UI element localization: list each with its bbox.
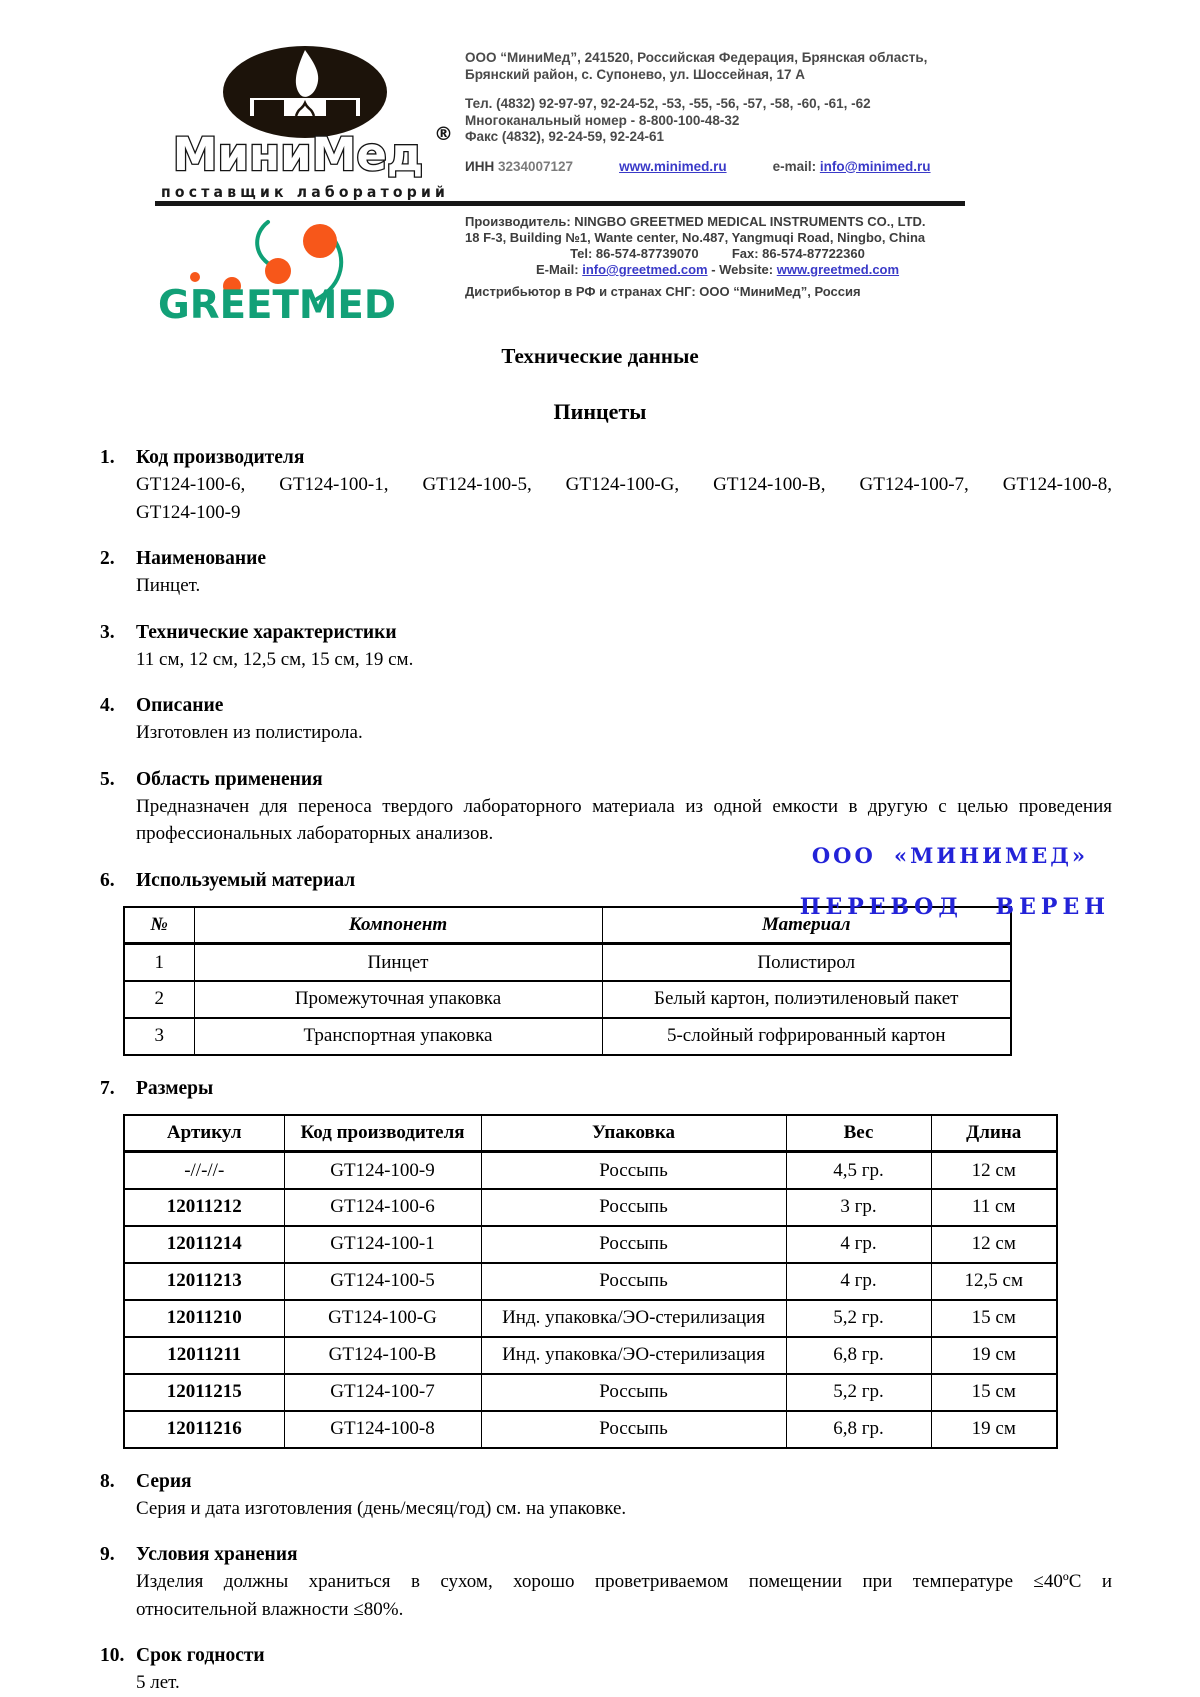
table-row <box>124 1300 1057 1337</box>
section-name <box>100 545 1112 600</box>
cell-weight: 5,2 гр. <box>786 1300 931 1337</box>
greetmed-dot-large <box>303 224 337 258</box>
materials-table <box>123 906 1012 1056</box>
section-title: Условия хранения <box>136 1544 298 1565</box>
section-shelf-life <box>100 1642 1112 1697</box>
section-number: 10. <box>100 1645 125 1666</box>
cell-packaging: Россыпь <box>481 1411 786 1448</box>
section-materials <box>100 842 1112 1056</box>
minimed-logo-graphic <box>150 42 460 210</box>
section-series <box>100 1468 1112 1523</box>
registered-mark: ® <box>434 123 453 145</box>
sizes-table-header-row <box>124 1115 1057 1152</box>
cell-code: GT124-100-6 <box>284 1189 481 1226</box>
table-row <box>124 1411 1057 1448</box>
cell-packaging: Инд. упаковка/ЭО-стерилизация <box>481 1300 786 1337</box>
company-address-line1: ООО “МиниМед”, 241520, Российская Федерация, Брянская область, <box>465 50 928 65</box>
section-number: 8. <box>100 1470 115 1492</box>
cell-code: GT124-100-1 <box>284 1226 481 1263</box>
cell-length: 11 см <box>931 1189 1057 1226</box>
producer-email-label: E-Mail: <box>535 262 579 277</box>
greetmed-logo-graphic <box>148 210 403 330</box>
series-text: Серия и дата изготовления (день/месяц/год) см. на упаковке. <box>136 1497 627 1519</box>
table-row <box>124 1152 1057 1189</box>
cell-article: 12011214 <box>124 1226 284 1263</box>
cell-weight: 6,8 гр. <box>786 1337 931 1374</box>
cell-material: Полистирол <box>602 944 1011 981</box>
cell-packaging: Россыпь <box>481 1189 786 1226</box>
cell-article: 12011211 <box>124 1337 284 1374</box>
cell-article: 12011212 <box>124 1189 284 1226</box>
cell-article: 12011210 <box>124 1300 284 1337</box>
materials-col-number: № <box>124 907 194 944</box>
brand-tagline: поставщик лабораторий <box>161 183 449 201</box>
materials-col-material: Материал <box>602 907 1011 944</box>
cell-article: 12011213 <box>124 1263 284 1300</box>
shelf-life-text: 5 лет. <box>136 1672 180 1693</box>
section-number: 4. <box>100 695 115 716</box>
cell-weight: 4 гр. <box>786 1263 931 1300</box>
cell-material: Белый картон, полиэтиленовый пакет <box>602 981 1011 1018</box>
cell-weight: 3 гр. <box>786 1189 931 1226</box>
distributor-line: Дистрибьютор в РФ и странах СНГ: ООО “МиниМед”, Россия <box>465 284 861 299</box>
sizes-table <box>123 1114 1058 1449</box>
section-title: Серия <box>136 1470 192 1492</box>
section-number: 5. <box>100 768 115 790</box>
manufacturer-codes-line2: GT124-100-9 <box>136 501 241 523</box>
cell-weight: 5,2 гр. <box>786 1374 931 1411</box>
table-row <box>124 944 1011 981</box>
greetmed-dot-medium <box>265 258 291 284</box>
cell-code: GT124-100-G <box>284 1300 481 1337</box>
section-title: Используемый материал <box>136 869 356 891</box>
sizes-col-weight: Вес <box>786 1115 931 1152</box>
product-title: Пинцеты <box>553 399 647 424</box>
cell-packaging: Инд. упаковка/ЭО-стерилизация <box>481 1337 786 1374</box>
letterhead <box>0 0 1200 332</box>
company-info <box>465 50 970 175</box>
cell-packaging: Россыпь <box>481 1226 786 1263</box>
storage-text-line2: относительной влажности ≤80%. <box>136 1598 404 1620</box>
cell-material: 5-слойный гофрированный картон <box>602 1018 1011 1055</box>
section-number: 1. <box>100 447 115 468</box>
minimed-email-link[interactable]: info@minimed.ru <box>819 158 931 174</box>
sizes-col-packaging: Упаковка <box>481 1115 786 1152</box>
cell-article: 12011216 <box>124 1411 284 1448</box>
company-hotline: Многоканальный номер - 8-800-100-48-32 <box>465 112 740 128</box>
manufacturer-codes-line1: GT124-100-6, GT124-100-1, GT124-100-5, GT124-100-G, GT124-100-B, GT124-100-7, GT124-100-8, <box>136 474 1112 495</box>
section-number: 9. <box>100 1544 115 1565</box>
cell-component: Пинцет <box>194 944 602 981</box>
section-title: Размеры <box>136 1077 214 1099</box>
cell-article: 12011215 <box>124 1374 284 1411</box>
section-sizes <box>100 1075 1112 1449</box>
sizes-col-article: Артикул <box>124 1115 284 1152</box>
cell-number: 2 <box>124 981 194 1018</box>
cell-length: 12 см <box>931 1226 1057 1263</box>
cell-code: GT124-100-7 <box>284 1374 481 1411</box>
cell-length: 19 см <box>931 1337 1057 1374</box>
header-divider <box>155 201 965 206</box>
cell-number: 1 <box>124 944 194 981</box>
table-row <box>124 1263 1057 1300</box>
cell-weight: 4 гр. <box>786 1226 931 1263</box>
description-text: Изготовлен из полистирола. <box>136 722 363 743</box>
section-storage-conditions <box>100 1541 1112 1623</box>
cell-weight: 6,8 гр. <box>786 1411 931 1448</box>
cell-length: 15 см <box>931 1374 1057 1411</box>
greetmed-dot-tiny <box>190 272 200 282</box>
section-specifications <box>100 619 1112 674</box>
cell-code: GT124-100-8 <box>284 1411 481 1448</box>
section-number: 6. <box>100 869 115 891</box>
producer-address: 18 F-3, Building №1, Wante center, No.487, Yangmuqi Road, Ningbo, China <box>465 230 926 245</box>
cell-length: 15 см <box>931 1300 1057 1337</box>
section-application-area <box>100 766 1112 848</box>
company-phones: Тел. (4832) 92-97-97, 92-24-52, -53, -55, -56, -57, -58, -60, -61, -62 <box>465 96 871 111</box>
section-title: Срок годности <box>136 1645 265 1666</box>
section-number: 3. <box>100 621 115 643</box>
greetmed-wordmark: GREETMED <box>158 283 396 328</box>
greetmed-email-link[interactable]: info@greetmed.com <box>582 262 708 277</box>
brand-wordmark: МиниМед <box>172 128 424 181</box>
cell-article: -//-//- <box>124 1152 284 1189</box>
minimed-logo <box>150 42 460 215</box>
greetmed-logo <box>148 210 403 330</box>
page-title: Технические данные <box>501 344 699 368</box>
table-row <box>124 981 1011 1018</box>
company-fax: Факс (4832), 92-24-59, 92-24-61 <box>465 129 664 144</box>
greetmed-website-link[interactable]: www.greetmed.com <box>776 262 900 277</box>
sizes-col-length: Длина <box>931 1115 1057 1152</box>
table-row <box>124 1226 1057 1263</box>
cell-length: 12,5 см <box>931 1263 1057 1300</box>
section-title: Область применения <box>136 768 323 790</box>
product-name-text: Пинцет. <box>136 575 201 596</box>
cell-weight: 4,5 гр. <box>786 1152 931 1189</box>
cell-packaging: Россыпь <box>481 1374 786 1411</box>
inn-value: 3234007127 <box>497 158 574 174</box>
email-label: e-mail: <box>772 158 817 174</box>
producer-website-label: - Website: <box>711 262 774 277</box>
storage-text-line1: Изделия должны храниться в сухом, хорошо проветриваемом помещении при температуре ≤40ºС и <box>136 1571 1112 1592</box>
section-number: 7. <box>100 1077 115 1099</box>
materials-col-component: Компонент <box>194 907 602 944</box>
cell-code: GT124-100-5 <box>284 1263 481 1300</box>
sizes-col-code: Код производителя <box>284 1115 481 1152</box>
table-row <box>124 1374 1057 1411</box>
candle-flame-icon <box>223 46 387 138</box>
application-text-line2: профессиональных лабораторных анализов. <box>136 823 494 844</box>
cell-length: 12 см <box>931 1152 1057 1189</box>
cell-component: Транспортная упаковка <box>194 1018 602 1055</box>
cell-number: 3 <box>124 1018 194 1055</box>
section-title: Наименование <box>136 548 266 569</box>
minimed-website-link[interactable]: www.minimed.ru <box>619 158 727 174</box>
translation-stamp-verified: ПЕРЕВОД ВЕРЕН <box>799 893 1110 920</box>
table-row <box>124 1189 1057 1226</box>
document-body <box>0 344 1200 1697</box>
section-number: 2. <box>100 548 115 569</box>
cell-length: 19 см <box>931 1411 1057 1448</box>
producer-fax: Fax: 86-574-87722360 <box>731 246 865 261</box>
company-address-line2: Брянский район, с. Супонево, ул. Шоссейная, 17 А <box>465 66 805 82</box>
cell-packaging: Россыпь <box>481 1152 786 1189</box>
cell-packaging: Россыпь <box>481 1263 786 1300</box>
cell-code: GT124-100-9 <box>284 1152 481 1189</box>
application-text-line1: Предназначен для переноса твердого лабораторного материала из одной емкости в другую с целью проведения <box>136 795 1112 817</box>
producer-tel: Tel: 86-574-87739070 <box>570 246 699 261</box>
cell-code: GT124-100-B <box>284 1337 481 1374</box>
translation-stamp-company: ООО «МИНИМЕД» <box>811 842 1088 868</box>
section-title: Описание <box>136 695 224 716</box>
table-row <box>124 1018 1011 1055</box>
producer-name: Производитель: NINGBO GREETMED MEDICAL INSTRUMENTS CO., LTD. <box>465 214 926 229</box>
section-title: Технические характеристики <box>136 621 397 643</box>
inn-label: ИНН <box>465 158 495 174</box>
section-title: Код производителя <box>136 447 305 468</box>
cell-component: Промежуточная упаковка <box>194 981 602 1018</box>
producer-info <box>465 214 970 300</box>
section-description <box>100 692 1112 747</box>
section-manufacturer-code <box>100 444 1112 526</box>
table-row <box>124 1337 1057 1374</box>
specifications-text: 11 см, 12 см, 12,5 см, 15 см, 19 см. <box>136 648 414 670</box>
